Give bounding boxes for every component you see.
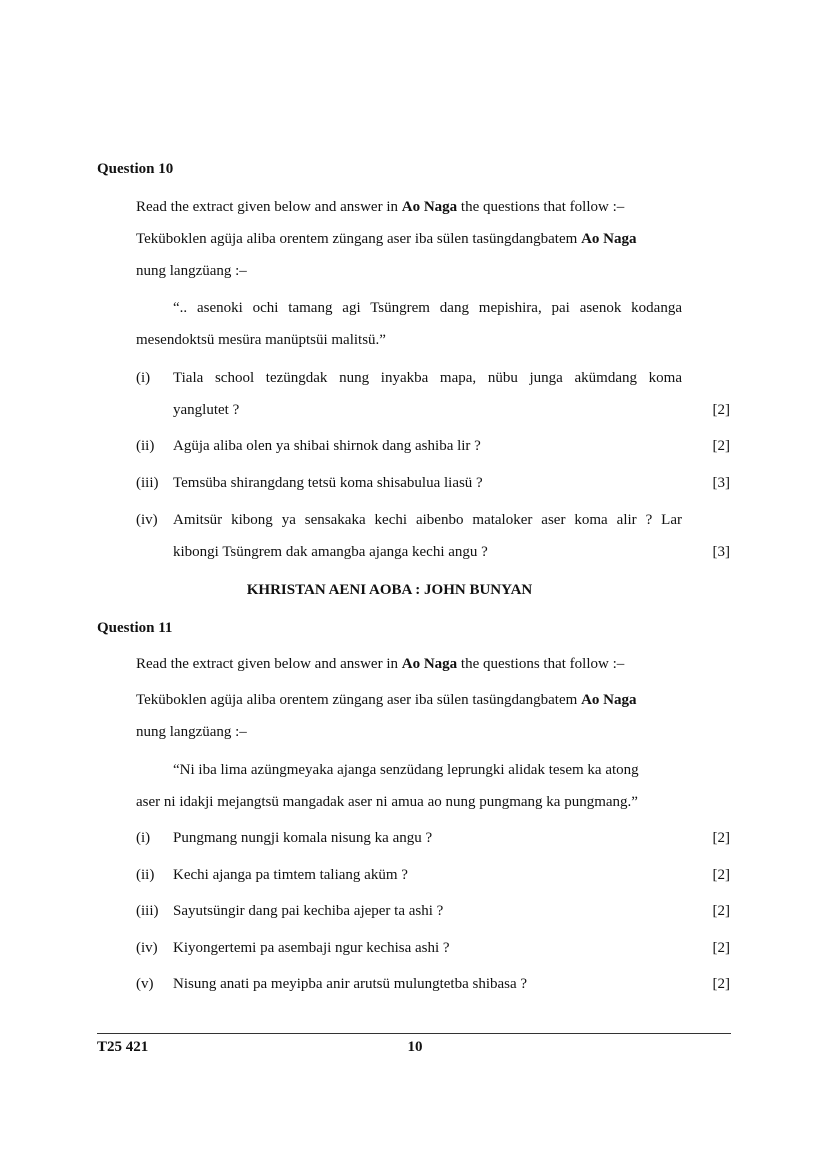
q10-instr-en-pre: Read the extract given below and answer in bbox=[136, 199, 402, 215]
q10-item-1-line1: Tiala school tezüngdak nung inyakba mapa, nübu junga akümdang koma bbox=[173, 370, 682, 386]
q11-instr-ao-pre: Teküboklen agüja aliba orentem züngang aser iba sülen tasüngdangbatem bbox=[136, 692, 582, 708]
q11-extract-line1: “Ni iba lima azüngmeyaka ajanga senzüdang leprungki alidak tesem ka atong bbox=[173, 762, 639, 778]
q11-item-1-line1: Pungmang nungji komala nisung ka angu ? bbox=[173, 830, 433, 846]
footer-paper-code: T25 421 bbox=[97, 1039, 149, 1055]
q10-item-4-line2: kibongi Tsüngrem dak amangba ajanga kechi angu ? bbox=[173, 544, 488, 560]
q11-item-2-number: (ii) bbox=[136, 867, 155, 883]
section-title: KHRISTAN AENI AOBA : JOHN BUNYAN bbox=[246, 582, 533, 598]
q11-item-5-number: (v) bbox=[136, 976, 154, 992]
q11-item-3-marks: [2] bbox=[712, 903, 730, 919]
q11-item-4-number: (iv) bbox=[136, 940, 158, 956]
q11-item-1-marks: [2] bbox=[712, 830, 730, 846]
footer-divider bbox=[97, 1033, 731, 1034]
q10-item-2-number: (ii) bbox=[136, 438, 155, 454]
q11-instruction-en bbox=[136, 656, 624, 673]
q10-item-1-number: (i) bbox=[136, 370, 151, 386]
q11-item-5-marks: [2] bbox=[712, 976, 730, 992]
q10-item-3-line1: Temsüba shirangdang tetsü koma shisabulua liasü ? bbox=[173, 475, 483, 491]
q10-instr-ao-pre: Teküboklen agüja aliba orentem züngang aser iba sülen tasüngdangbatem bbox=[136, 231, 582, 247]
q11-item-3-number: (iii) bbox=[136, 903, 159, 919]
q11-item-5-line1: Nisung anati pa meyipba anir arutsü mulungtetba shibasa ? bbox=[173, 976, 528, 992]
q11-instr-en-post: the questions that follow :– bbox=[457, 656, 625, 672]
q10-instr-ao-bold: Ao Naga bbox=[581, 231, 637, 247]
q11-instruction-ao-line2: nung langzüang :– bbox=[136, 724, 247, 740]
q10-item-1-line2: yanglutet ? bbox=[173, 402, 240, 418]
q10-instruction-en bbox=[136, 199, 624, 216]
q10-instr-en-post: the questions that follow :– bbox=[457, 199, 625, 215]
q11-instr-en-pre: Read the extract given below and answer in bbox=[136, 656, 402, 672]
q11-item-3-line1: Sayutsüngir dang pai kechiba ajeper ta ashi ? bbox=[173, 903, 444, 919]
q10-item-2-marks: [2] bbox=[712, 438, 730, 454]
q10-item-1-marks: [2] bbox=[712, 402, 730, 418]
q11-item-2-marks: [2] bbox=[712, 867, 730, 883]
q11-item-4-marks: [2] bbox=[712, 940, 730, 956]
q10-item-4-number: (iv) bbox=[136, 512, 158, 528]
q10-item-3-number: (iii) bbox=[136, 475, 159, 491]
q10-item-4-line1: Amitsür kibong ya sensakaka kechi aibenbo mataloker aser koma alir ? Lar bbox=[173, 512, 682, 528]
footer-page-number: 10 bbox=[407, 1039, 423, 1055]
q11-extract-line2: aser ni idakji mejangtsü mangadak aser ni amua ao nung pungmang ka pungmang.” bbox=[136, 794, 638, 810]
q10-item-4-marks: [3] bbox=[712, 544, 730, 560]
q11-instr-ao-bold: Ao Naga bbox=[581, 692, 637, 708]
q11-item-2-line1: Kechi ajanga pa timtem taliang aküm ? bbox=[173, 867, 408, 883]
q10-item-2-line1: Agüja aliba olen ya shibai shirnok dang ashiba lir ? bbox=[173, 438, 481, 454]
q11-item-1-number: (i) bbox=[136, 830, 151, 846]
q11-instruction-ao bbox=[136, 692, 636, 709]
question-10-heading: Question 10 bbox=[97, 161, 174, 177]
q10-extract-line1: “.. asenoki ochi tamang agi Tsüngrem dang mepishira, pai asenok kodanga bbox=[173, 300, 682, 316]
q10-instr-en-bold: Ao Naga bbox=[401, 199, 458, 215]
q11-instr-en-bold: Ao Naga bbox=[401, 656, 458, 672]
q10-item-3-marks: [3] bbox=[712, 475, 730, 491]
q10-extract-line2: mesendoktsü mesüra manüptsüi malitsü.” bbox=[136, 332, 386, 348]
q10-instruction-ao bbox=[136, 231, 636, 248]
q11-item-4-line1: Kiyongertemi pa asembaji ngur kechisa ashi ? bbox=[173, 940, 450, 956]
question-11-heading: Question 11 bbox=[97, 620, 173, 636]
q10-instruction-ao-line2: nung langzüang :– bbox=[136, 263, 247, 279]
